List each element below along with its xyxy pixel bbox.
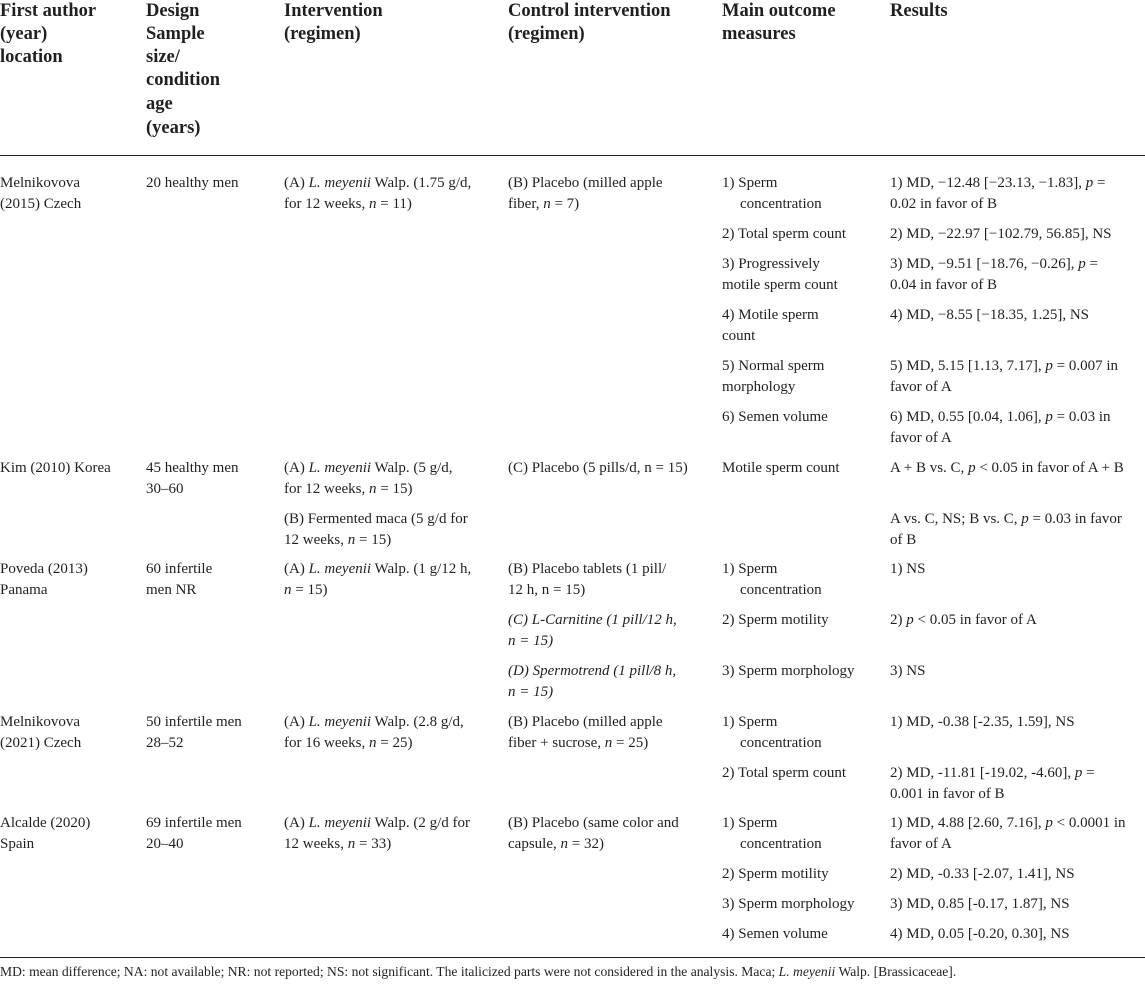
result-cell: 0.001 in favor of B [890,786,1005,802]
header-line: size/ [146,47,180,67]
control-cell: (B) Placebo tablets (1 pill/ [508,561,667,577]
header-line: (regimen) [508,24,585,44]
outcome-cell: concentration [740,836,822,852]
header-line: measures [722,24,796,44]
intervention-cell: (A) L. meyenii Walp. (2 g/d for [284,815,470,831]
author-cell: Spain [0,836,35,852]
design-cell: 28–52 [146,735,184,751]
outcome-cell: 2) Total sperm count [722,226,847,242]
outcome-cell: Motile sperm count [722,460,840,476]
result-cell: favor of A [890,836,952,852]
author-cell: Kim (2010) Korea [0,460,111,476]
control-cell: 12 h, n = 15) [508,582,586,598]
control-cell: (C) Placebo (5 pills/d, n = 15) [508,460,688,476]
header-line: Results [890,1,948,21]
result-cell: 4) MD, −8.55 [−18.35, 1.25], NS [890,307,1089,323]
control-cell: fiber, n = 7) [508,196,580,212]
result-cell: 2) MD, −22.97 [−102.79, 56.85], NS [890,226,1112,242]
outcome-cell: concentration [740,196,822,212]
result-cell: 1) NS [890,561,926,577]
intervention-cell: (A) L. meyenii Walp. (5 g/d, [284,460,453,476]
outcome-cell: 1) Sperm [722,561,778,577]
design-cell: 50 infertile men [146,714,242,730]
design-cell: 20 healthy men [146,175,239,191]
header-line: condition [146,70,221,90]
control-cell: (B) Placebo (same color and [508,815,679,831]
author-cell: (2021) Czech [0,735,82,751]
header-line: Intervention [284,1,383,21]
result-cell: of B [890,532,917,548]
author-cell: Panama [0,582,48,598]
author-cell: Alcalde (2020) [0,815,91,831]
outcome-cell: concentration [740,735,822,751]
header-line: (regimen) [284,24,361,44]
result-cell: 6) MD, 0.55 [0.04, 1.06], p = 0.03 in [890,409,1111,425]
outcome-cell: 4) Motile sperm [722,307,819,323]
header-line: Design [146,1,200,21]
outcome-cell: 3) Sperm morphology [722,896,855,912]
table-footnote: MD: mean difference; NA: not available; NR: not reported; NS: not significant. The italicized parts were not considered in the analysis. Maca; L. meyenii Walp. [Brassicaceae]. [0,964,957,979]
result-cell: 2) MD, -11.81 [-19.02, -4.60], p = [890,765,1095,781]
outcome-cell: 3) Sperm morphology [722,663,855,679]
intervention-cell: (A) L. meyenii Walp. (1.75 g/d, [284,175,472,191]
outcome-cell: count [722,328,756,344]
control-cell-italic: n = 15) [508,684,554,700]
header-line: Sample [146,24,205,44]
intervention-cell: (A) L. meyenii Walp. (2.8 g/d, [284,714,464,730]
outcome-cell: 6) Semen volume [722,409,828,425]
design-cell: 45 healthy men [146,460,239,476]
control-cell: fiber + sucrose, n = 25) [508,735,649,751]
design-cell: 60 infertile [146,561,213,577]
outcome-cell: 2) Sperm motility [722,866,829,882]
intervention-cell: for 12 weeks, n = 15) [284,481,413,497]
result-cell: 5) MD, 5.15 [1.13, 7.17], p = 0.007 in [890,358,1119,374]
header-line: First author [0,1,97,21]
intervention-cell: 12 weeks, n = 33) [284,836,392,852]
result-cell: 1) MD, -0.38 [-2.35, 1.59], NS [890,714,1075,730]
result-cell: A + B vs. C, p < 0.05 in favor of A + B [890,460,1124,476]
author-cell: (2015) Czech [0,196,82,212]
control-cell: (B) Placebo (milled apple [508,175,663,191]
outcome-cell: 1) Sperm [722,175,778,191]
intervention-cell: (B) Fermented maca (5 g/d for [284,511,468,527]
header-line: (years) [146,118,201,138]
intervention-cell: 12 weeks, n = 15) [284,532,392,548]
author-cell: Melnikovova [0,714,80,730]
intervention-cell: for 16 weeks, n = 25) [284,735,413,751]
header-line: (year) [0,24,48,44]
design-cell: 69 infertile men [146,815,242,831]
result-cell: 4) MD, 0.05 [-0.20, 0.30], NS [890,926,1070,942]
control-cell: capsule, n = 32) [508,836,604,852]
result-cell: 2) MD, -0.33 [-2.07, 1.41], NS [890,866,1075,882]
outcome-cell: 1) Sperm [722,714,778,730]
outcome-cell: 2) Sperm motility [722,612,829,628]
result-cell: 0.02 in favor of B [890,196,998,212]
result-cell: 1) MD, 4.88 [2.60, 7.16], p < 0.0001 in [890,815,1126,831]
design-cell: 20–40 [146,836,184,852]
outcome-cell: 5) Normal sperm [722,358,825,374]
control-cell: (B) Placebo (milled apple [508,714,663,730]
header-line: Main outcome [722,1,836,21]
result-cell: 1) MD, −12.48 [−23.13, −1.83], p = [890,175,1106,191]
control-cell-italic: (C) L-Carnitine (1 pill/12 h, [508,612,677,628]
result-cell: 0.04 in favor of B [890,277,998,293]
control-cell-italic: n = 15) [508,633,554,649]
result-cell: 3) MD, −9.51 [−18.76, −0.26], p = [890,256,1099,272]
intervention-cell: for 12 weeks, n = 11) [284,196,412,212]
outcome-cell: morphology [722,379,796,395]
result-cell: favor of A [890,379,952,395]
outcome-cell: 1) Sperm [722,815,778,831]
control-cell-italic: (D) Spermotrend (1 pill/8 h, [508,663,677,679]
header-rule [0,155,1145,156]
design-cell: men NR [146,582,197,598]
result-cell: A vs. C, NS; B vs. C, p = 0.03 in favor [890,511,1122,527]
outcome-cell: 4) Semen volume [722,926,828,942]
result-cell: 2) p < 0.05 in favor of A [890,612,1037,628]
bottom-rule [0,957,1145,958]
author-cell: Poveda (2013) [0,561,88,577]
design-cell: 30–60 [146,481,184,497]
outcome-cell: motile sperm count [722,277,838,293]
author-cell: Melnikovova [0,175,80,191]
intervention-cell: n = 15) [284,582,328,598]
intervention-cell: (A) L. meyenii Walp. (1 g/12 h, [284,561,472,577]
header-line: age [146,94,173,114]
header-line: location [0,47,63,67]
outcome-cell: 3) Progressively [722,256,820,272]
result-cell: 3) NS [890,663,926,679]
header-line: Control intervention [508,1,671,21]
result-cell: 3) MD, 0.85 [-0.17, 1.87], NS [890,896,1070,912]
outcome-cell: 2) Total sperm count [722,765,847,781]
outcome-cell: concentration [740,582,822,598]
result-cell: favor of A [890,430,952,446]
